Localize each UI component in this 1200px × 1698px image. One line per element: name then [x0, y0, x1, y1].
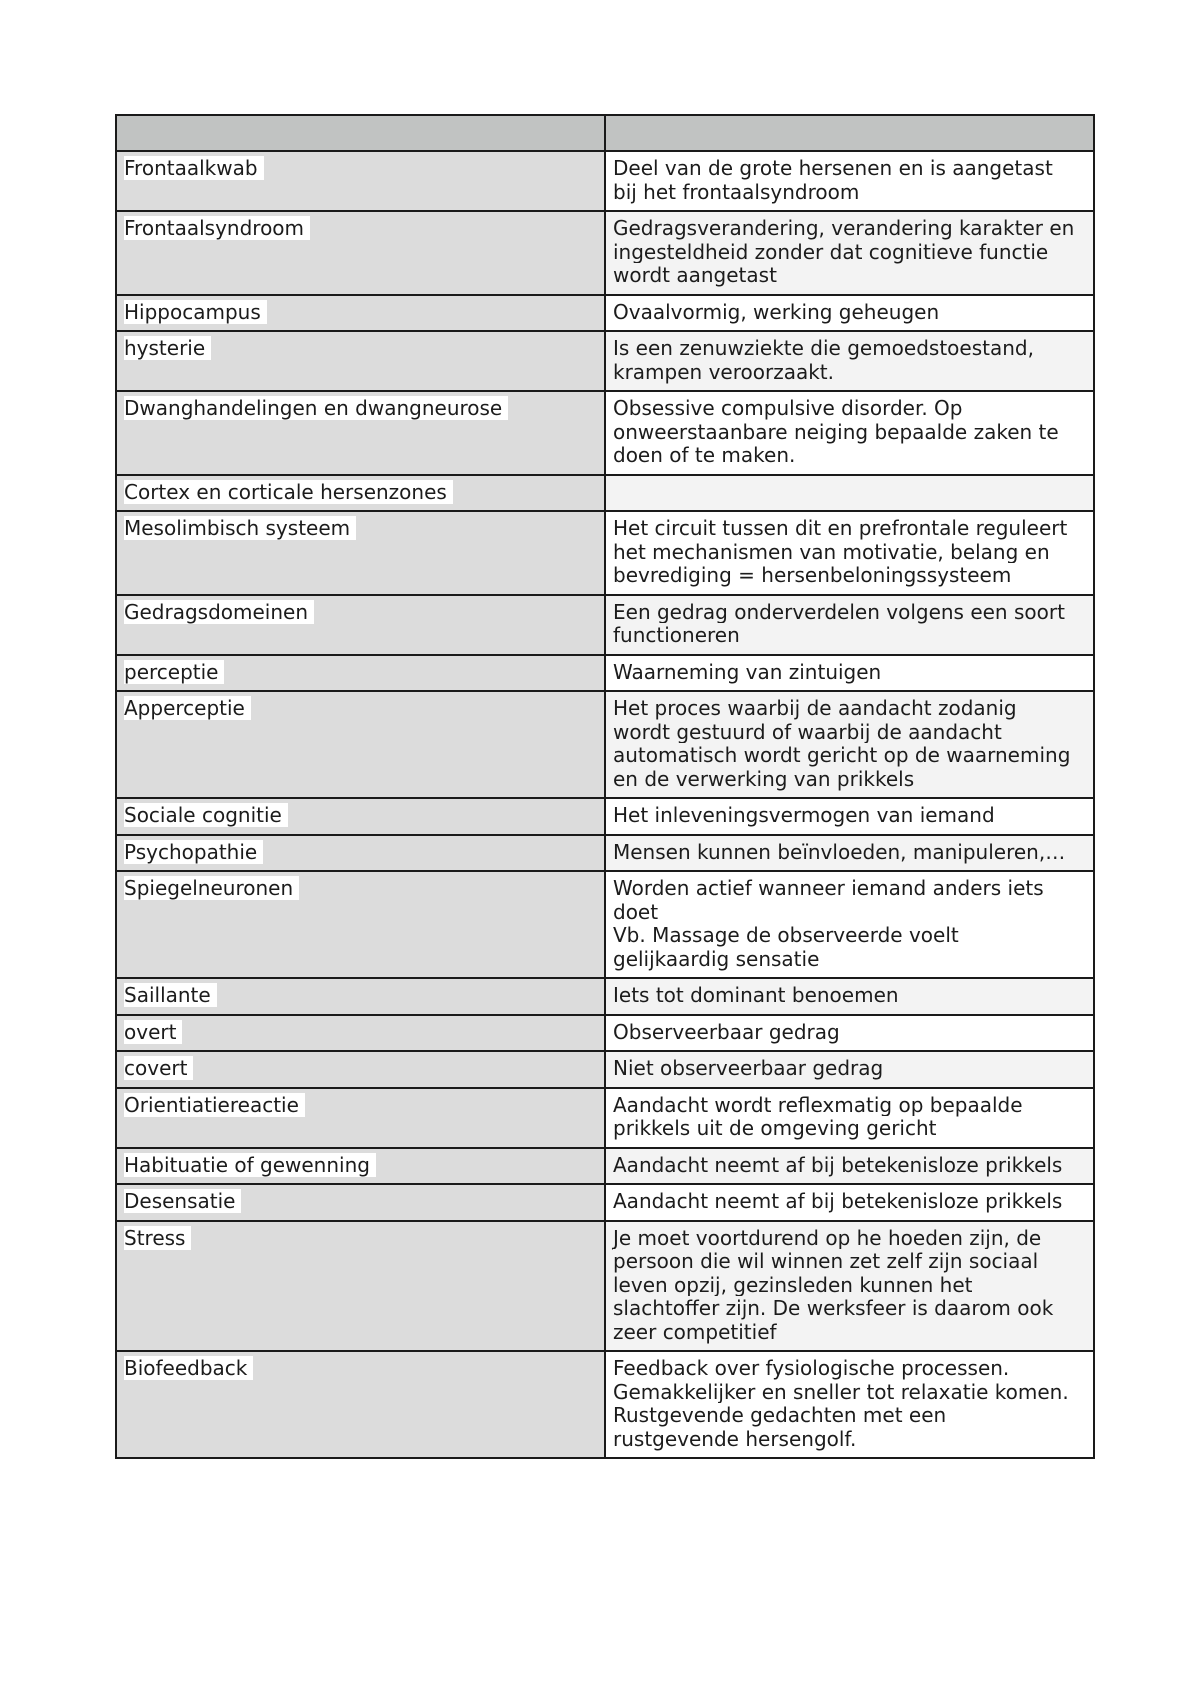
table-row	[116, 691, 1094, 798]
definition-line-wrap	[613, 181, 1086, 205]
definition-line: Niet observeerbaar gedrag	[613, 1056, 889, 1080]
term-text: overt	[124, 1020, 182, 1044]
term-text: hysterie	[124, 336, 211, 360]
term-cell	[116, 1051, 605, 1088]
definition-line-wrap	[613, 1094, 1086, 1118]
table-row	[116, 595, 1094, 655]
term-text: Cortex en corticale hersenzones	[124, 480, 453, 504]
definition-line: en de verwerking van prikkels	[613, 767, 920, 791]
definition-line: onweerstaanbare neiging bepaalde zaken te	[613, 420, 1065, 444]
definition-line: Het proces waarbij de aandacht zodanig	[613, 696, 1023, 720]
table-row	[116, 835, 1094, 872]
definition-line: Aandacht wordt reflexmatig op bepaalde	[613, 1093, 1029, 1117]
definition-line: Worden actief wanneer iemand anders iets	[613, 876, 1050, 900]
definition-line: slachtoffer zijn. De werksfeer is daarom ook	[613, 1296, 1059, 1320]
definition-line: automatisch wordt gericht op de waarneming	[613, 743, 1076, 767]
term-text: Spiegelneuronen	[124, 876, 299, 900]
definition-cell	[605, 595, 1094, 655]
definition-cell	[605, 1015, 1094, 1052]
term-cell	[116, 1221, 605, 1352]
term-text: Stress	[124, 1226, 191, 1250]
term-text: Mesolimbisch systeem	[124, 516, 356, 540]
definition-line: Gedragsverandering, verandering karakter en	[613, 216, 1080, 240]
definition-line-wrap	[613, 697, 1086, 721]
table-row	[116, 211, 1094, 295]
term-cell	[116, 691, 605, 798]
definition-line-wrap	[613, 601, 1086, 625]
definition-line-wrap	[613, 241, 1086, 265]
table-row	[116, 1221, 1094, 1352]
definition-cell	[605, 1184, 1094, 1221]
definition-line: Mensen kunnen beïnvloeden, manipuleren,…	[613, 840, 1071, 864]
term-text: Orientiatiereactie	[124, 1093, 305, 1117]
definition-line: Aandacht neemt af bij betekenisloze prikkels	[613, 1189, 1068, 1213]
term-text: Gedragsdomeinen	[124, 600, 314, 624]
definition-line-wrap	[613, 1357, 1086, 1381]
definition-line: Rustgevende gedachten met een	[613, 1403, 952, 1427]
term-text: Apperceptie	[124, 696, 251, 720]
definition-line-wrap	[613, 1297, 1086, 1321]
table-row	[116, 151, 1094, 211]
definition-cell	[605, 798, 1094, 835]
definition-line: Feedback over fysiologische processen.	[613, 1356, 1015, 1380]
definition-line: Het inleveningsvermogen van iemand	[613, 803, 1001, 827]
term-text: Frontaalkwab	[124, 156, 264, 180]
definition-line-wrap	[613, 301, 1086, 325]
definition-line: Ovaalvormig, werking geheugen	[613, 300, 945, 324]
term-cell	[116, 798, 605, 835]
table-row	[116, 1351, 1094, 1458]
definition-cell	[605, 1051, 1094, 1088]
definition-line: ingesteldheid zonder dat cognitieve functie	[613, 240, 1054, 264]
term-text: Desensatie	[124, 1189, 241, 1213]
definition-cell	[605, 691, 1094, 798]
definition-line: Vb. Massage de observeerde voelt	[613, 923, 965, 947]
definition-line: rustgevende hersengolf.	[613, 1427, 862, 1451]
definition-line-wrap	[613, 721, 1086, 745]
definition-line-wrap	[613, 1190, 1086, 1214]
glossary-sheet	[115, 114, 1093, 1459]
definition-cell	[605, 1148, 1094, 1185]
term-text: Dwanghandelingen en dwangneurose	[124, 396, 508, 420]
table-row	[116, 978, 1094, 1015]
definition-line-wrap	[613, 1321, 1086, 1345]
term-cell	[116, 1184, 605, 1221]
definition-line: Aandacht neemt af bij betekenisloze prikkels	[613, 1153, 1068, 1177]
definition-line-wrap	[613, 337, 1086, 361]
table-row	[116, 1184, 1094, 1221]
definition-line-wrap	[613, 1154, 1086, 1178]
glossary-table	[115, 114, 1095, 1459]
term-cell	[116, 511, 605, 595]
term-cell	[116, 1088, 605, 1148]
definition-line-wrap	[613, 744, 1086, 768]
term-cell	[116, 391, 605, 475]
definition-line: Waarneming van zintuigen	[613, 660, 887, 684]
term-cell	[116, 331, 605, 391]
definition-line: het mechanismen van motivatie, belang en	[613, 540, 1056, 564]
definition-line-wrap	[613, 901, 1086, 925]
term-cell	[116, 295, 605, 332]
definition-cell	[605, 391, 1094, 475]
table-row	[116, 798, 1094, 835]
term-cell	[116, 978, 605, 1015]
term-text: Frontaalsyndroom	[124, 216, 310, 240]
definition-line-wrap	[613, 1021, 1086, 1045]
definition-line-wrap	[613, 924, 1086, 948]
definition-line-wrap	[613, 624, 1086, 648]
definition-cell	[605, 1351, 1094, 1458]
definition-line: wordt aangetast	[613, 263, 783, 287]
term-cell	[116, 475, 605, 512]
definition-line-wrap	[613, 1227, 1086, 1251]
definition-line-wrap	[613, 1428, 1086, 1452]
definition-line-wrap	[613, 1274, 1086, 1298]
definition-line-wrap	[613, 217, 1086, 241]
definition-cell	[605, 978, 1094, 1015]
definition-cell	[605, 511, 1094, 595]
definition-line-wrap	[613, 1250, 1086, 1274]
definition-line-wrap	[613, 264, 1086, 288]
term-text: Hippocampus	[124, 300, 267, 324]
definition-line: bevrediging = hersenbeloningssysteem	[613, 563, 1017, 587]
table-row	[116, 475, 1094, 512]
definition-line-wrap	[613, 1381, 1086, 1405]
table-row	[116, 1051, 1094, 1088]
definition-cell	[605, 211, 1094, 295]
table-row	[116, 331, 1094, 391]
definition-line-wrap	[613, 1404, 1086, 1428]
definition-line: prikkels uit de omgeving gericht	[613, 1116, 943, 1140]
definition-line: wordt gestuurd of waarbij de aandacht	[613, 720, 1008, 744]
table-row	[116, 1148, 1094, 1185]
definition-line-wrap	[613, 804, 1086, 828]
table-row	[116, 511, 1094, 595]
table-header-row	[116, 115, 1094, 151]
definition-line: gelijkaardig sensatie	[613, 947, 825, 971]
definition-line: leven opzij, gezinsleden kunnen het	[613, 1273, 979, 1297]
definition-line-wrap	[613, 768, 1086, 792]
definition-line-wrap	[613, 541, 1086, 565]
header-cell-definition	[605, 115, 1094, 151]
definition-line-wrap	[613, 877, 1086, 901]
definition-line: Deel van de grote hersenen en is aangetast	[613, 156, 1059, 180]
table-row	[116, 295, 1094, 332]
definition-line-wrap	[613, 564, 1086, 588]
definition-cell	[605, 655, 1094, 692]
definition-line: Observeerbaar gedrag	[613, 1020, 846, 1044]
header-cell-term	[116, 115, 605, 151]
term-cell	[116, 1148, 605, 1185]
definition-line-wrap	[613, 1117, 1086, 1141]
table-row	[116, 1088, 1094, 1148]
term-text: Biofeedback	[124, 1356, 253, 1380]
definition-cell	[605, 295, 1094, 332]
definition-line-wrap	[613, 421, 1086, 445]
term-text: covert	[124, 1056, 193, 1080]
definition-line-wrap	[613, 948, 1086, 972]
term-cell	[116, 871, 605, 978]
definition-line-wrap	[613, 397, 1086, 421]
definition-cell	[605, 151, 1094, 211]
definition-cell	[605, 1221, 1094, 1352]
term-text: Sociale cognitie	[124, 803, 288, 827]
table-row	[116, 871, 1094, 978]
definition-cell	[605, 835, 1094, 872]
definition-line-wrap	[613, 517, 1086, 541]
definition-line-wrap	[613, 661, 1086, 685]
term-text: Psychopathie	[124, 840, 263, 864]
term-cell	[116, 151, 605, 211]
definition-line: Obsessive compulsive disorder. Op	[613, 396, 969, 420]
table-row	[116, 655, 1094, 692]
definition-line: Iets tot dominant benoemen	[613, 983, 905, 1007]
definition-line: functioneren	[613, 623, 746, 647]
definition-cell	[605, 475, 1094, 512]
term-text: perceptie	[124, 660, 224, 684]
definition-line: Je moet voortdurend op he hoeden zijn, de	[613, 1226, 1047, 1250]
term-cell	[116, 835, 605, 872]
definition-line-wrap	[613, 157, 1086, 181]
definition-line: doet	[613, 900, 664, 924]
definition-line: doen of te maken.	[613, 443, 801, 467]
definition-line: Gemakkelijker en sneller tot relaxatie komen.	[613, 1380, 1075, 1404]
definition-line: krampen veroorzaakt.	[613, 360, 840, 384]
definition-line: Het circuit tussen dit en prefrontale reguleert	[613, 516, 1073, 540]
table-row	[116, 391, 1094, 475]
definition-line: persoon die wil winnen zet zelf zijn sociaal	[613, 1249, 1044, 1273]
term-cell	[116, 595, 605, 655]
term-text: Habituatie of gewenning	[124, 1153, 376, 1177]
definition-line-wrap	[613, 361, 1086, 385]
definition-cell	[605, 871, 1094, 978]
definition-line-wrap	[613, 444, 1086, 468]
term-cell	[116, 655, 605, 692]
term-cell	[116, 211, 605, 295]
definition-line: bij het frontaalsyndroom	[613, 180, 865, 204]
table-row	[116, 1015, 1094, 1052]
definition-line: Een gedrag onderverdelen volgens een soort	[613, 600, 1071, 624]
definition-line-wrap	[613, 984, 1086, 1008]
term-cell	[116, 1015, 605, 1052]
definition-line: zeer competitief	[613, 1320, 783, 1344]
definition-cell	[605, 1088, 1094, 1148]
definition-line: Is een zenuwziekte die gemoedstoestand,	[613, 336, 1040, 360]
term-text: Saillante	[124, 983, 217, 1007]
term-cell	[116, 1351, 605, 1458]
definition-cell	[605, 331, 1094, 391]
definition-line-wrap	[613, 841, 1086, 865]
definition-line-wrap	[613, 1057, 1086, 1081]
